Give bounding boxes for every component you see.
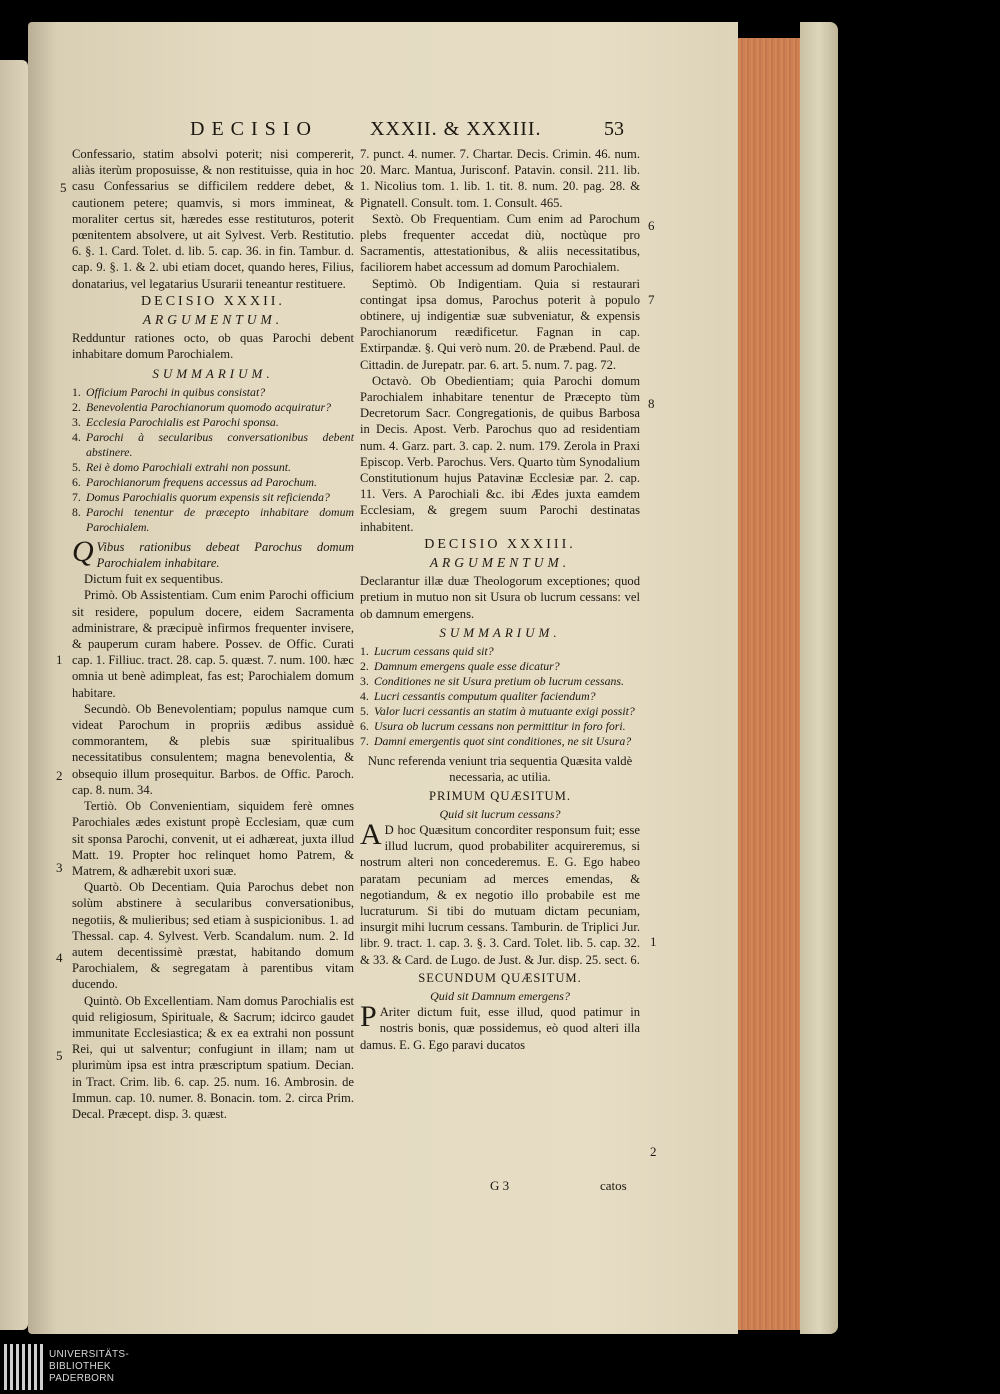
primum-quaesitum-subtitle: Quid sit lucrum cessans? — [439, 806, 561, 821]
dictum-line: Dictum fuit ex sequentibus. — [84, 572, 224, 587]
margin-number: 8 — [648, 396, 655, 411]
summarium-item: 6. Parochianorum frequens accessus ad Parochum. — [72, 474, 317, 489]
summarium-item: 2. Damnum emergens quale esse dicatur? — [360, 659, 560, 674]
decisio-xxxiii-title: DECISIO XXXIII. — [424, 536, 576, 552]
summarium-title: SUMMARIUM. — [152, 365, 274, 381]
summarium-title: SUMMARIUM. — [439, 624, 561, 640]
drop-cap: P — [360, 1000, 377, 1034]
margin-number: 7 — [648, 292, 655, 307]
secundum-quaesitum-title: SECUNDUM QUÆSITUM. — [418, 970, 582, 985]
page-number: 53 — [604, 118, 624, 140]
summarium-item: 1. Lucrum cessans quid sit? — [360, 644, 494, 659]
summarium-item: 8. Parochi tenentur de præcepto inhabitare domum Parochialem. — [72, 504, 354, 534]
nunc-line: Nunc referenda veniunt tria sequentia Quæsita valdè necessaria, ac utilia. — [367, 754, 633, 785]
logo-line-2: BIBLIOTHEK — [49, 1361, 111, 1372]
argumentum-title: ARGUMENTUM. — [142, 312, 284, 328]
continued-citation: 7. punct. 4. numer. 7. Chartar. Decis. Crimin. 46. num. 20. Marc. Mantua, Jurisconf. Patavin. consil. 211. lib. 1. Nicolius tom. 1. lib. 1. tit. 8. num. 20. pag. 28. & Pignatell. Consult. tom. 1. Consult. 465. — [360, 147, 640, 210]
signature-mark: G 3 — [490, 1178, 510, 1193]
margin-number: 2 — [56, 768, 63, 783]
margin-number: 1 — [56, 652, 63, 667]
summarium-list — [360, 644, 640, 749]
margin-number: 5 — [60, 180, 67, 195]
summarium-list — [72, 385, 354, 535]
secundum-quaesitum-subtitle: Quid sit Damnum emergens? — [430, 988, 570, 1003]
summarium-item: 3. Conditiones ne sit Usura pretium ob lucrum cessans. — [360, 674, 624, 689]
logo-line-3: PADERBORN — [49, 1373, 115, 1384]
summarium-item: 2. Benevolentia Parochianorum quomodo acquiratur? — [72, 399, 331, 414]
drop-cap: A — [360, 817, 382, 851]
summarium-item: 4. Parochi à secularibus conversationibus debent abstinere. — [72, 429, 354, 459]
intro-paragraph: Confessario, statim absolvi poterit; nisi compererit, aliàs iterùm proposuisse, & non restituisse, quia in hoc casu Confessarius se difficilem reddere debet, & cautionem petere; quamvis, si mors immineat, & moraliter certus sit, hæredes esse restituturos, poterit pœnitentem absolvere, ut ait Sylvest. Verb. Restitutio. 6. §. 1. Card. Tolet. d. lib. 5. cap. 36. in fin. Tambur. d. cap. 9. §. 1. & 2. ubi etiam docet, quando heres, Filius, donatarius, vel legatarius Usurarii teneantur restituere. — [72, 147, 354, 291]
margin-number: 2 — [650, 1144, 657, 1159]
summarium-item: 4. Lucri cessantis computum qualiter faciendum? — [360, 689, 596, 704]
running-head-left: DECISIO — [190, 118, 318, 140]
running-head-center: XXXII. & XXXIII. — [370, 118, 542, 140]
page-edges-red — [738, 38, 800, 1330]
left-column — [72, 146, 354, 1122]
argumentum-text: Declarantur illæ duæ Theologorum exceptiones; quod pretium in mutuo non sit Usura ob lucrum cessans: vel ob damnum emergens. — [360, 574, 640, 621]
primum-quaesitum-title: PRIMUM QUÆSITUM. — [429, 788, 571, 803]
logo-line-1: UNIVERSITÄTS- — [49, 1349, 130, 1360]
paragraph-sexto: Sextò. Ob Frequentiam. Cum enim ad Parochum plebs frequenter accedat diù, noctùque pro Sacramentis, attestationibus, & aliis necessitatibus, faciliorem habet accessum ad domum Parochialem. — [360, 211, 640, 275]
margin-number: 4 — [56, 950, 63, 965]
summarium-item: 1. Officium Parochi in quibus consistat? — [72, 384, 266, 399]
primum-quaesitum-text: A D hoc Quæsitum concorditer responsum fuit; esse illud lucrum, quod probabiliter acquireremus, si nostrum alteri non concederemus. E. G. Ego habeo paratam pecuniam ad merces emendas, & negotiandum, & ex negotio illo probabile est me lucraturum. Si tibi do mutuam dictam pecuniam, insurgit mihi lucrum cessans. Tamburin. de Triplici Jur. libr. 9. tract. 1. cap. 3. §. 3. Card. Tolet. lib. 5. cap. 32. & 33. & Card. de Lugo. de Just. & Jur. disp. 25. sect. 6. — [360, 817, 640, 967]
paragraph-tertio: Tertiò. Ob Convenientiam, siquidem ferè omnes Parochiales ædes existunt propè Ecclesiam, quæ cum sit sponsa Parochi, convenit, ut ei adhæreat, juxta illud Matt. 19. Propter hoc relinquet homo Patrem, & Matrem, & adhærebit uxori suæ. — [72, 799, 354, 878]
argumentum-title: ARGUMENTUM. — [429, 555, 571, 571]
argumentum-text: Redduntur rationes octo, ob quas Parochi debent inhabitare domum Parochialem. — [72, 331, 354, 362]
margin-number: 3 — [56, 860, 63, 875]
paragraph-octavo: Octavò. Ob Obedientiam; quia Parochi domum Parochialem inhabitare tenentur de Præcepto tùm Decretorum Sacr. Congregationis, de quibus Barbosa in Decis. Apost. Verb. Parochus quo ad residentiam num. 4. Garz. part. 3. cap. 2. num. 179. Zerola in Praxi Episcop. Verb. Parochus. Vers. Quarto tùm Synodalium Constitutionum hujus Patavinæ Ecclesiæ par. 2. cap. 11. Vers. A Parochiali &c. ibi Ædes juxta eamdem Ecclesiam, & gregem suum Parochi destinatas inhabitent. — [360, 373, 640, 534]
paragraph-quarto: Quartò. Ob Decentiam. Quia Parochus debet non solùm abstinere à secularibus conversationibus, negotiis, & mulieribus; sed etiam à suspicionibus. 1. ad Thessal. cap. 4. Sylvest. Verb. Scandalum. num. 2. Id autem decentissimè præstat, habitando domum Parochialem, & segregatam à parentibus vitam ducendo. — [72, 880, 354, 992]
summarium-item: 7. Domus Parochialis quorum expensis sit reficienda? — [72, 489, 330, 504]
secundum-quaesitum-text: P Ariter dictum fuit, esse illud, quod patimur in nostris bonis, quæ possidemus, eò quod alteri illa damus. E. G. Ego paravi ducatos — [360, 1000, 640, 1052]
margin-number: 5 — [56, 1048, 63, 1063]
paragraph-primo: Primò. Ob Assistentiam. Cum enim Parochi officium sit residere, populum docere, eidem Sacramenta administrare, & præcipuè infirmos frequenter invisere, & pauperum curam habere. Possev. de Offic. Curati cap. 1. Filliuc. tract. 28. cap. 5. quæst. 7. num. 100. hæc omnia ut benè adimpleat, fas est; Parochialem domum habitare. — [72, 588, 354, 700]
barcode-icon — [4, 1344, 43, 1390]
quibus-paragraph: Q Vibus rationibus debeat Parochus domum Parochialem inhabitare. — [72, 534, 354, 571]
facing-page-edge — [0, 60, 28, 1330]
library-logo — [0, 1340, 144, 1394]
paragraph-quinto: Quintò. Ob Excellentiam. Nam domus Parochialis est quid religiosum, Spirituale, & Sacrum; idcirco gaudet immunitate Ecclesiastica; & ex ea extrahi non possunt Rei, qui ut salventur; confugiunt in illam; nam ut plurimùm ipsa est intra præscriptum spatium. Decian. in Tract. Crim. lib. 6. cap. 25. num. 16. Ambrosin. de Immun. cap. 10. numer. 8. Bonacin. tom. 2. circa Prim. Decal. Præcept. disp. 3. quæst. — [72, 993, 355, 1121]
summarium-item: 7. Damni emergentis quot sint conditiones, ne sit Usura? — [360, 734, 632, 749]
summarium-item: 3. Ecclesia Parochialis est Parochi sponsa. — [72, 414, 279, 429]
paragraph-secundo: Secundò. Ob Benevolentiam; populus namque cum videat Parochum in propriis ædibus assiduè commorantem, & plebis suæ spiritualibus necessitatibus consulentem; magna benevolentia, & obsequio illum prosequitur. Barbos. de Offic. Paroch. cap. 8. num. 34. — [72, 701, 354, 797]
catchword: catos — [600, 1178, 627, 1193]
right-column — [360, 146, 640, 1053]
book-cover-edge — [800, 22, 838, 1334]
paragraph-septimo: Septimò. Ob Indigentiam. Quia si restaurari contingat ipsa domus, Parochus poterit à populo obtinere, uj indigentiæ suæ subveniatur, & expensis Parochianorum reædificetur. Fagnan in cap. Extirpandæ. §. Qui verò num. 20. de Præbend. Paul. de Cittadin. de Jurepatr. par. 6. art. 5. num. 7. pag. 72. — [360, 276, 640, 372]
drop-cap: Q — [72, 534, 94, 568]
decisio-xxxii-title: DECISIO XXXII. — [141, 293, 285, 309]
summarium-item: 5. Valor lucri cessantis an statim à mutuante exigi possit? — [360, 704, 635, 719]
margin-number: 1 — [650, 934, 657, 949]
summarium-item: 6. Usura ob lucrum cessans non permittitur in foro fori. — [360, 719, 626, 734]
summarium-item: 5. Rei è domo Parochiali extrahi non possunt. — [72, 459, 291, 474]
margin-number: 6 — [648, 218, 655, 233]
